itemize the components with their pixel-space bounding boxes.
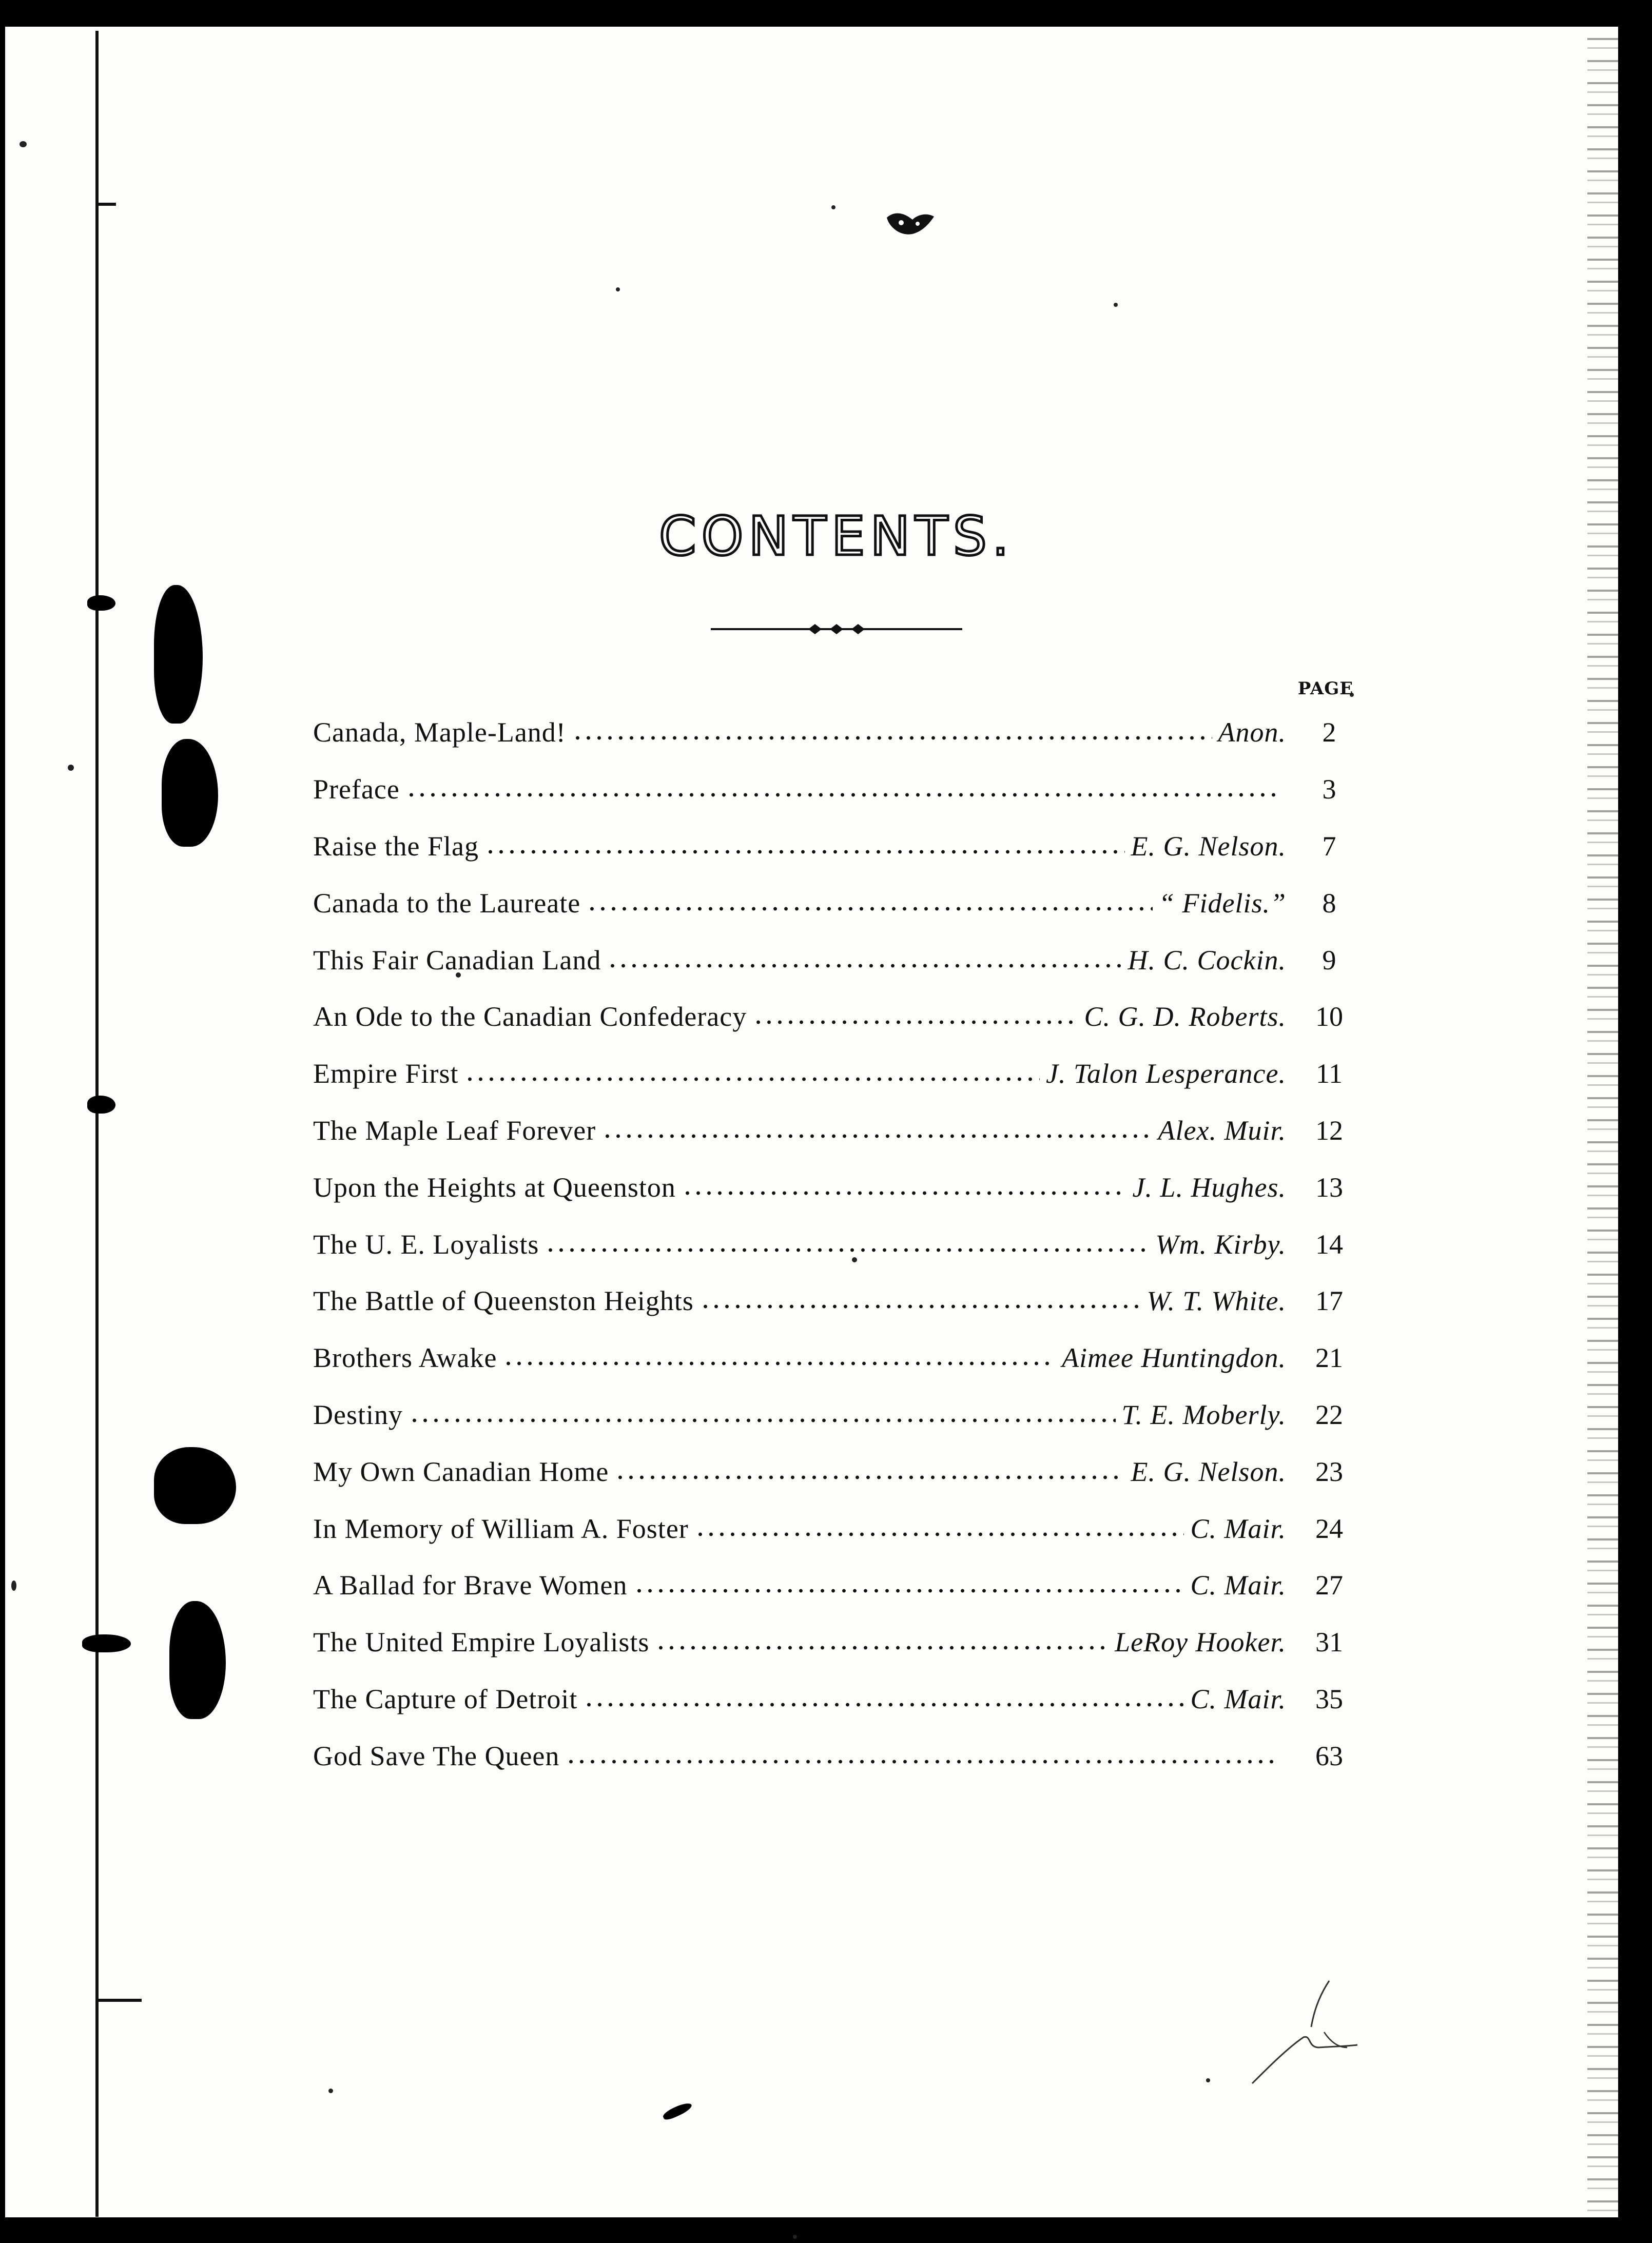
entry-title: Canada, Maple-Land!: [313, 717, 566, 748]
entry-title: The Capture of Detroit: [313, 1683, 578, 1714]
entry-title: This Fair Canadian Land: [313, 944, 601, 976]
entry-author: LeRoy Hooker.: [1115, 1627, 1286, 1658]
contents-entry: [313, 818, 1360, 875]
dot-leader: [587, 906, 1153, 912]
dot-leader: [406, 792, 1280, 798]
entry-author: E. G. Nelson.: [1131, 1456, 1286, 1487]
dot-leader: [602, 1133, 1152, 1139]
contents-entry: [313, 988, 1360, 1045]
contents-entry: [313, 1102, 1360, 1159]
entry-page: 2: [1322, 717, 1336, 748]
binding-line: [95, 31, 99, 2217]
entry-page: 9: [1322, 944, 1336, 976]
entry-page: 12: [1315, 1115, 1343, 1146]
entry-author: J. L. Hughes.: [1132, 1172, 1286, 1203]
contents-entry: [313, 874, 1360, 931]
ink-blot: [169, 1601, 226, 1719]
contents-entry: [313, 931, 1360, 988]
speck: [11, 1581, 16, 1591]
binding-tick: [95, 1999, 142, 2002]
entry-author: Alex. Muir.: [1158, 1115, 1286, 1146]
entry-author: C. Mair.: [1190, 1683, 1286, 1714]
speck: [328, 2089, 333, 2093]
dot-leader: [695, 1531, 1184, 1537]
speck: [831, 205, 835, 209]
title-divider: [711, 621, 962, 637]
entry-page: 11: [1316, 1058, 1343, 1089]
scan-border-right: [1618, 0, 1652, 2243]
contents-entry: [313, 1387, 1360, 1444]
entry-author: C. Mair.: [1190, 1513, 1286, 1544]
scan-border-left: [0, 0, 5, 2243]
ink-blot: [662, 2100, 693, 2122]
entry-page: 17: [1315, 1285, 1343, 1317]
scan-border-bottom: [0, 2217, 1652, 2243]
dot-leader: [545, 1247, 1149, 1253]
entry-page: 22: [1315, 1399, 1343, 1430]
contents-entry: [313, 1671, 1360, 1728]
entry-page: 35: [1315, 1683, 1343, 1714]
entry-author: C. G. D. Roberts.: [1084, 1001, 1286, 1032]
entry-title: Brothers Awake: [313, 1342, 497, 1374]
entry-page: 10: [1315, 1001, 1343, 1032]
dot-leader: [464, 1076, 1040, 1082]
entry-title: The U. E. Loyalists: [313, 1228, 539, 1260]
entry-author: T. E. Moberly.: [1121, 1399, 1286, 1430]
entry-title: Destiny: [313, 1399, 403, 1430]
speck: [68, 765, 74, 771]
contents-entry: [313, 1216, 1360, 1273]
entry-title: The Battle of Queenston Heights: [313, 1285, 694, 1317]
contents-entry: [313, 1045, 1360, 1102]
bird-ornament: [886, 207, 935, 237]
dot-leader: [485, 849, 1125, 855]
entry-author: J. Talon Lesperance.: [1046, 1058, 1286, 1089]
entry-title: In Memory of William A. Foster: [313, 1513, 689, 1544]
entry-author: E. G. Nelson.: [1131, 830, 1286, 862]
contents-entry: [313, 1273, 1360, 1330]
ink-blot: [162, 739, 218, 847]
dot-leader: [655, 1645, 1109, 1651]
speck: [1114, 303, 1118, 307]
entry-title: Preface: [313, 774, 400, 805]
contents-list: [313, 704, 1360, 1784]
contents-entry: [313, 1443, 1360, 1500]
dot-leader: [634, 1588, 1184, 1594]
speck: [616, 287, 620, 291]
speck: [20, 141, 27, 147]
entry-page: 27: [1315, 1570, 1343, 1601]
speck: [793, 2235, 797, 2239]
entry-title: The United Empire Loyalists: [313, 1627, 650, 1658]
contents-entry: [313, 761, 1360, 818]
entry-author: Wm. Kirby.: [1155, 1228, 1286, 1260]
binding-tick: [95, 203, 116, 206]
entry-title: Upon the Heights at Queenston: [313, 1172, 676, 1203]
entry-title: God Save The Queen: [313, 1740, 560, 1771]
entry-author: C. Mair.: [1190, 1570, 1286, 1601]
dot-leader: [572, 735, 1212, 741]
pencil-scribble: [1221, 1971, 1375, 2104]
entry-title: Canada to the Laureate: [313, 887, 581, 919]
ink-blot: [82, 1634, 131, 1652]
dot-leader: [682, 1190, 1126, 1196]
speck: [1206, 2078, 1210, 2082]
entry-author: “ Fidelis.”: [1158, 887, 1286, 919]
page-column-header: PAGE: [1297, 678, 1354, 699]
contents-entry: [313, 704, 1360, 761]
dot-leader: [584, 1702, 1184, 1708]
contents-entry: [313, 1557, 1360, 1614]
contents-entry: [313, 1500, 1360, 1557]
contents-entry: [313, 1614, 1360, 1671]
entry-page: 14: [1315, 1228, 1343, 1260]
page-title: CONTENTS.: [659, 505, 1014, 568]
entry-title: My Own Canadian Home: [313, 1456, 609, 1487]
contents-entry: [313, 1727, 1360, 1784]
entry-author: W. T. White.: [1146, 1285, 1286, 1317]
dot-leader: [409, 1417, 1116, 1423]
scan-border-top: [0, 0, 1652, 27]
ink-blot: [87, 1096, 115, 1114]
entry-title: Raise the Flag: [313, 830, 479, 862]
entry-title: A Ballad for Brave Women: [313, 1570, 628, 1601]
entry-title: An Ode to the Canadian Confederacy: [313, 1001, 747, 1032]
entry-page: 3: [1322, 774, 1336, 805]
entry-page: 21: [1315, 1342, 1343, 1374]
entry-title: Empire First: [313, 1058, 459, 1089]
entry-page: 63: [1315, 1740, 1343, 1771]
entry-author: Aimee Huntingdon.: [1062, 1342, 1286, 1374]
page-edge-texture: [1587, 27, 1618, 2217]
ink-blot: [154, 1447, 236, 1524]
ink-blot: [87, 595, 115, 611]
entry-page: 24: [1315, 1513, 1343, 1544]
dot-leader: [700, 1303, 1141, 1310]
entry-title: The Maple Leaf Forever: [313, 1115, 596, 1146]
entry-page: 31: [1315, 1627, 1343, 1658]
entry-page: 23: [1315, 1456, 1343, 1487]
entry-author: Anon.: [1218, 717, 1286, 748]
dot-leader: [607, 963, 1121, 969]
contents-entry: [313, 1330, 1360, 1387]
dot-leader: [503, 1360, 1056, 1367]
contents-entry: [313, 1159, 1360, 1216]
entry-page: 13: [1315, 1172, 1343, 1203]
entry-author: H. C. Cockin.: [1128, 944, 1286, 976]
dot-leader: [753, 1019, 1078, 1025]
ink-blot: [154, 585, 203, 724]
entry-page: 8: [1322, 887, 1336, 919]
dot-leader: [566, 1759, 1280, 1765]
dot-leader: [615, 1474, 1124, 1480]
entry-page: 7: [1322, 830, 1336, 862]
